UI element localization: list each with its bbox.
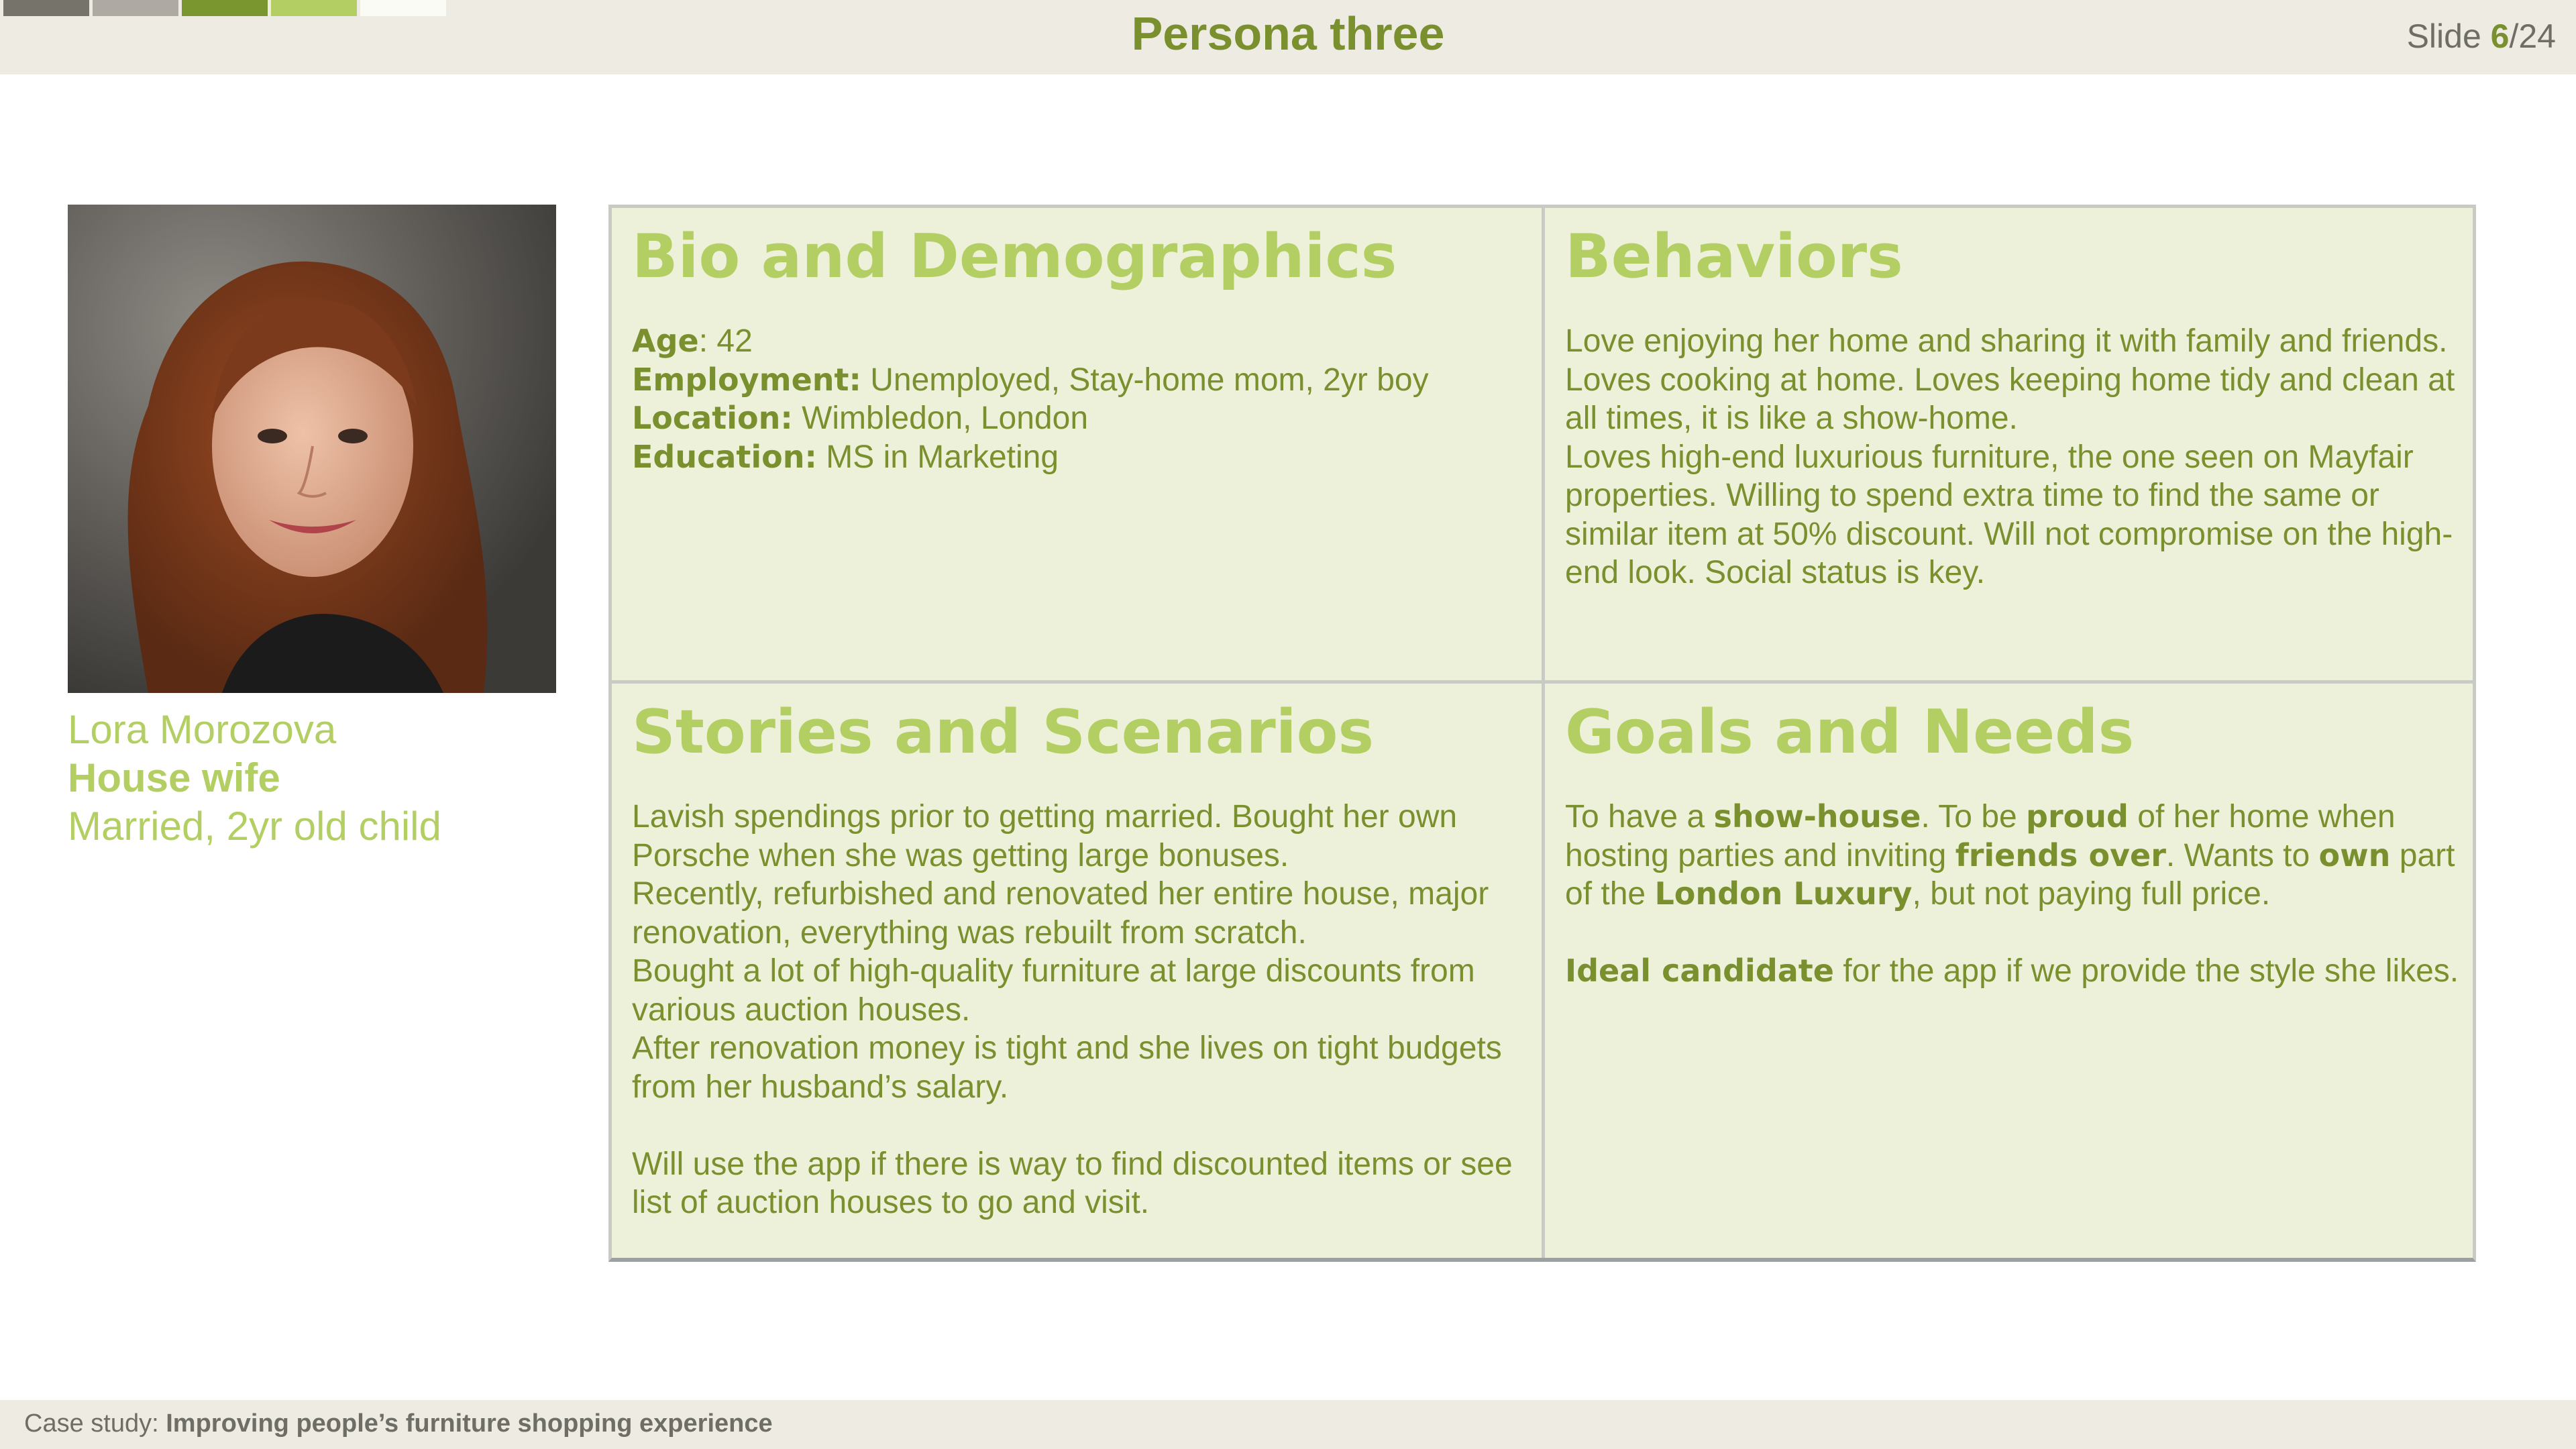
- goals-emphasis-4: own: [2318, 837, 2391, 873]
- goals-text-6: , but not paying full price.: [1912, 876, 2271, 912]
- goals-text-5: part of the: [1565, 837, 2455, 912]
- slide-counter: [2407, 17, 2556, 56]
- paragraph-gap: [632, 1106, 1528, 1145]
- goals-emphasis-5: London Luxury: [1654, 875, 1913, 912]
- persona-name: Lora Morozova: [68, 707, 337, 752]
- goals-text-4: . Wants to: [2165, 837, 2319, 873]
- stories-body: [632, 798, 1528, 1222]
- behaviors-body: [1565, 322, 2459, 592]
- slide-total: 24: [2518, 17, 2556, 55]
- goals-emphasis-3: friends over: [1955, 837, 2166, 873]
- goals-text-2: . To be: [1921, 799, 2027, 835]
- slide-separator: /: [2509, 17, 2519, 55]
- stories-paragraph-5: Will use the app if there is way to find discounted items or see list of auction houses to go and visit.: [632, 1146, 1513, 1220]
- persona-photo: [68, 205, 556, 693]
- goals-emphasis-6: Ideal candidate: [1565, 953, 1834, 989]
- goals-heading: Goals and Needs: [1565, 697, 2135, 767]
- age-value: : 42: [698, 323, 753, 359]
- goals-text-7: for the app if we provide the style she likes.: [1833, 953, 2459, 989]
- bio-heading: Bio and Demographics: [632, 221, 1397, 292]
- stories-paragraph-4: After renovation money is tight and she lives on tight budgets from her husband’s salary.: [632, 1030, 1502, 1105]
- location-value: Wimbledon, London: [792, 400, 1089, 436]
- employment-value: Unemployed, Stay-home mom, 2yr boy: [861, 362, 1429, 398]
- location-label: Location:: [632, 400, 793, 436]
- employment-label: Employment:: [632, 361, 861, 398]
- goals-text-3: of her home when hosting parties and inviting: [1565, 799, 2396, 873]
- goals-section: [1545, 684, 2473, 1258]
- stories-section: [612, 684, 1542, 1258]
- stories-heading: Stories and Scenarios: [632, 697, 1375, 767]
- bio-location: [632, 399, 1528, 438]
- paragraph-gap: [1565, 914, 2459, 953]
- footer-caption: [24, 1409, 773, 1438]
- persona-family: Married, 2yr old child: [68, 804, 441, 849]
- persona-role: House wife: [68, 755, 280, 800]
- behaviors-heading: Behaviors: [1565, 221, 1903, 292]
- slide-current: 6: [2490, 17, 2510, 55]
- goals-body: [1565, 798, 2459, 991]
- slide-counter-prefix: Slide: [2406, 17, 2491, 55]
- bio-employment: [632, 361, 1528, 400]
- top-bar: [0, 0, 2576, 74]
- portrait-photo-icon: [68, 205, 556, 693]
- behaviors-paragraph-2: Loves high-end luxurious furniture, the one seen on Mayfair properties. Willing to spend extra time to find the same or similar item at 50% discount. Will not compromise on the high-end look. Social status is key.: [1565, 439, 2453, 590]
- goals-emphasis-2: proud: [2026, 798, 2129, 835]
- goals-paragraph-1: [1565, 798, 2459, 914]
- goals-text-1: To have a: [1565, 799, 1714, 835]
- footer-bar: [0, 1400, 2576, 1449]
- footer-title: Improving people’s furniture shopping experience: [166, 1409, 773, 1438]
- stories-paragraph-2: Recently, refurbished and renovated her entire house, major renovation, everything was rebuilt from scratch.: [632, 876, 1489, 951]
- goals-paragraph-2: [1565, 952, 2459, 991]
- bio-body: [632, 322, 1528, 476]
- slide-title: Persona three: [1131, 7, 1445, 60]
- behaviors-section: [1545, 208, 2473, 680]
- behaviors-paragraph-1: Love enjoying her home and sharing it with family and friends. Loves cooking at home. Loves keeping home tidy and clean at all times, it is like a show-home.: [1565, 323, 2455, 436]
- bio-age: [632, 322, 1528, 361]
- footer-prefix: Case study:: [24, 1409, 166, 1438]
- stories-paragraph-1: Lavish spendings prior to getting married. Bought her own Porsche when she was getting large bonuses.: [632, 799, 1458, 873]
- bio-section: [612, 208, 1542, 680]
- stories-paragraph-3: Bought a lot of high-quality furniture at large discounts from various auction houses.: [632, 953, 1475, 1028]
- education-label: Education:: [632, 438, 817, 475]
- bio-education: [632, 438, 1528, 477]
- persona-grid: [608, 205, 2476, 1262]
- age-label: Age: [632, 323, 699, 359]
- goals-emphasis-1: show-house: [1713, 798, 1921, 835]
- education-value: MS in Marketing: [816, 439, 1059, 475]
